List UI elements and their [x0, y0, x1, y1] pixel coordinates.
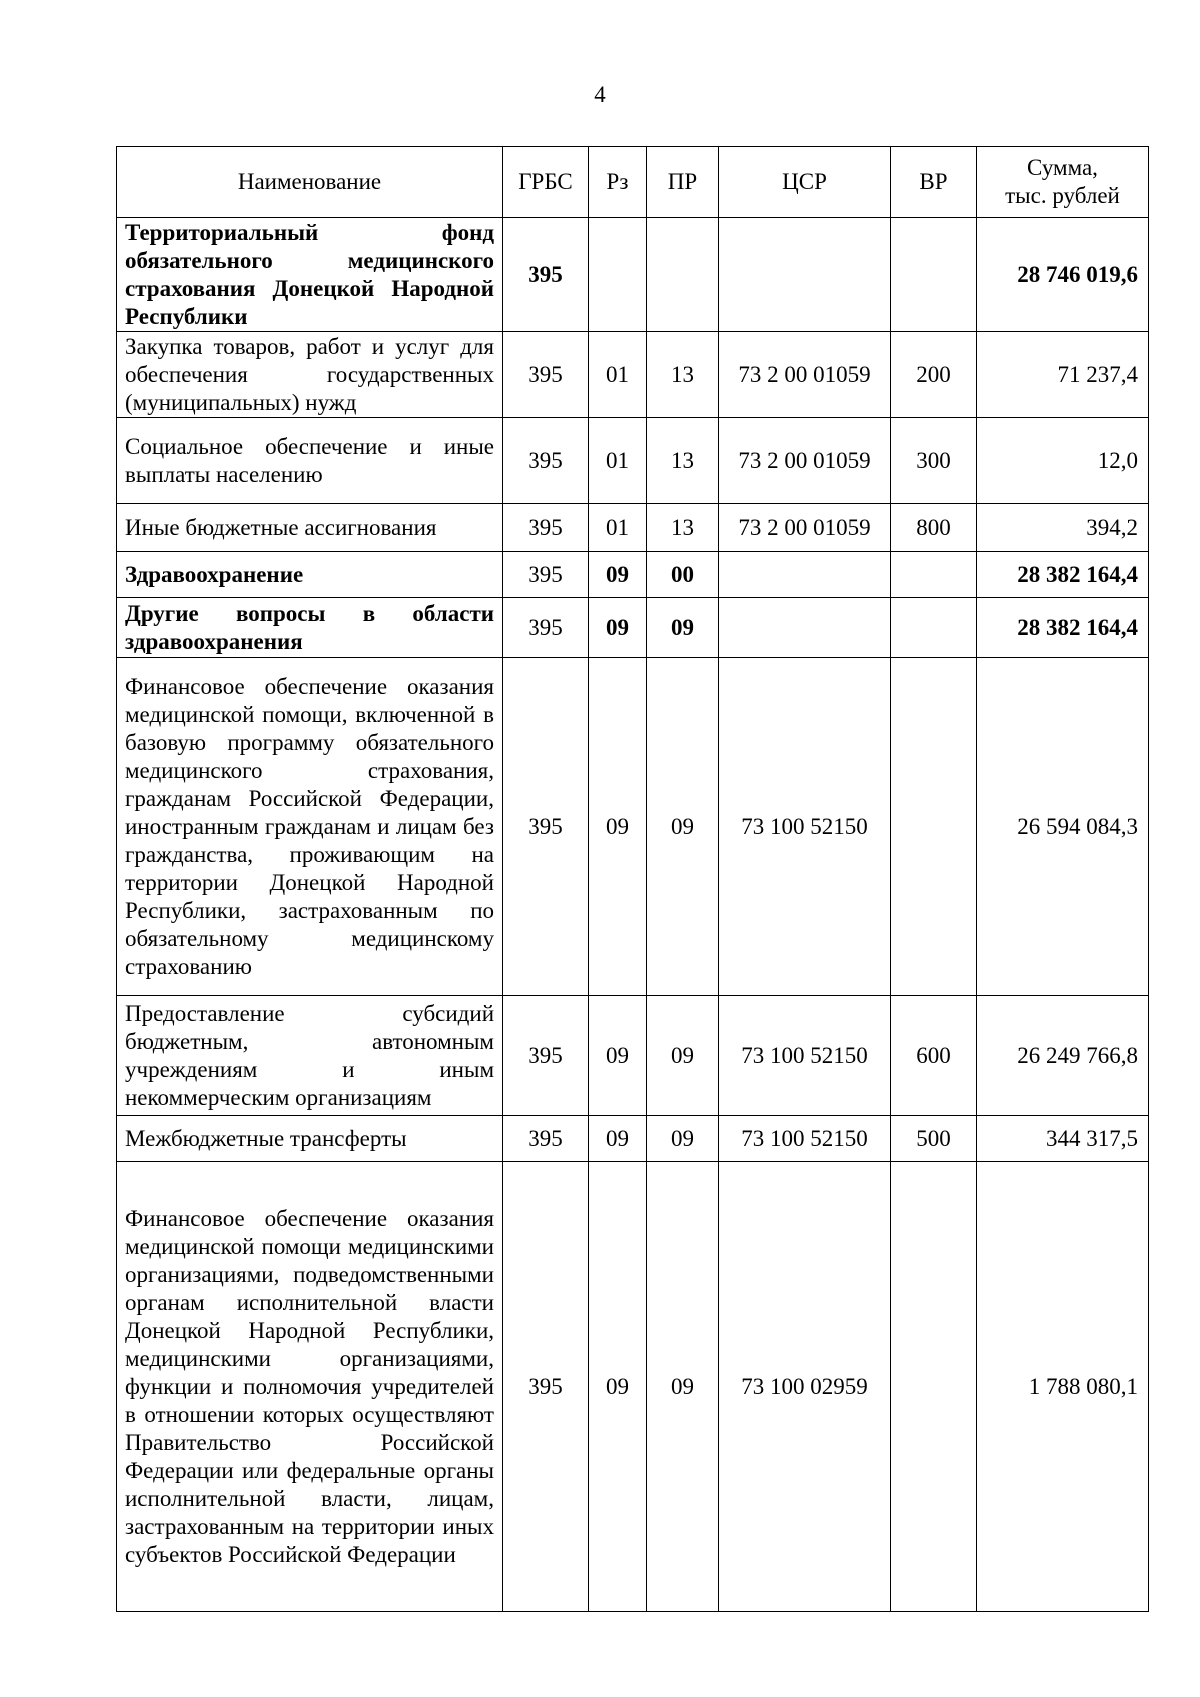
row-grbs: 395: [503, 598, 589, 658]
row-pr: 09: [647, 996, 719, 1116]
row-pr: 13: [647, 504, 719, 552]
row-sum: 26 249 766,8: [977, 996, 1149, 1116]
row-name: Финансовое обеспечение оказания медицинской помощи медицинскими организациями, подведомственными органам исполнительной власти Донецкой Народной Республики, медицинскими организациями, функции и полномочия учредителей в отношении которых осуществляют Правительство Российской Федерации или федеральные органы исполнительной власти, лицам, застрахованным на территории иных субъектов Российской Федерации: [117, 1162, 503, 1612]
table-row: [117, 996, 1149, 1116]
row-rz: 09: [589, 1116, 647, 1162]
row-vr: [891, 658, 977, 996]
row-grbs: 395: [503, 332, 589, 418]
row-csr: 73 2 00 01059: [719, 418, 891, 504]
row-pr: [647, 218, 719, 332]
row-grbs: 395: [503, 418, 589, 504]
row-vr: 200: [891, 332, 977, 418]
row-name: Межбюджетные трансферты: [117, 1116, 503, 1162]
row-sum: 12,0: [977, 418, 1149, 504]
row-name: Иные бюджетные ассигнования: [117, 504, 503, 552]
table-row: [117, 598, 1149, 658]
row-csr: 73 2 00 01059: [719, 332, 891, 418]
header-csr: ЦСР: [719, 147, 891, 218]
row-pr: 09: [647, 658, 719, 996]
row-pr: 13: [647, 418, 719, 504]
header-name: Наименование: [117, 147, 503, 218]
row-grbs: 395: [503, 552, 589, 598]
row-rz: 09: [589, 1162, 647, 1612]
row-sum: 28 382 164,4: [977, 552, 1149, 598]
row-vr: [891, 598, 977, 658]
row-grbs: 395: [503, 1162, 589, 1612]
row-sum: 71 237,4: [977, 332, 1149, 418]
row-pr: 13: [647, 332, 719, 418]
page-number: 4: [594, 82, 606, 107]
row-grbs: 395: [503, 658, 589, 996]
table-row: [117, 332, 1149, 418]
row-name: Здравоохранение: [117, 552, 503, 598]
row-pr: 09: [647, 1116, 719, 1162]
row-vr: 300: [891, 418, 977, 504]
row-csr: 73 2 00 01059: [719, 504, 891, 552]
row-grbs: 395: [503, 504, 589, 552]
row-csr: 73 100 02959: [719, 1162, 891, 1612]
row-name: Финансовое обеспечение оказания медицинской помощи, включенной в базовую программу обязательного медицинского страхования, гражданам Российской Федерации, иностранным гражданам и лицам без гражданства, проживающим на территории Донецкой Народной Республики, застрахованным по обязательному медицинскому страхованию: [117, 658, 503, 996]
row-pr: 00: [647, 552, 719, 598]
row-rz: [589, 218, 647, 332]
table-row: [117, 1162, 1149, 1612]
table-row: [117, 504, 1149, 552]
row-rz: 09: [589, 658, 647, 996]
row-vr: 600: [891, 996, 977, 1116]
table-row: [117, 218, 1149, 332]
row-name: Социальное обеспечение и иные выплаты населению: [117, 418, 503, 504]
row-rz: 09: [589, 598, 647, 658]
row-pr: 09: [647, 1162, 719, 1612]
row-name: Закупка товаров, работ и услуг для обеспечения государственных (муниципальных) нужд: [117, 332, 503, 418]
row-grbs: 395: [503, 996, 589, 1116]
row-csr: [719, 598, 891, 658]
row-name: Предоставление субсидий бюджетным, автономным учреждениям и иным некоммерческим организациям: [117, 996, 503, 1116]
header-rz: Рз: [589, 147, 647, 218]
header-grbs: ГРБС: [503, 147, 589, 218]
row-csr: [719, 552, 891, 598]
row-vr: [891, 552, 977, 598]
row-grbs: 395: [503, 218, 589, 332]
row-grbs: 395: [503, 1116, 589, 1162]
row-sum: 28 746 019,6: [977, 218, 1149, 332]
row-vr: [891, 1162, 977, 1612]
table-row: [117, 1116, 1149, 1162]
row-rz: 01: [589, 418, 647, 504]
row-rz: 01: [589, 332, 647, 418]
row-pr: 09: [647, 598, 719, 658]
budget-table: [116, 146, 1149, 1612]
row-sum: 394,2: [977, 504, 1149, 552]
row-vr: 500: [891, 1116, 977, 1162]
row-sum: 344 317,5: [977, 1116, 1149, 1162]
row-sum: 26 594 084,3: [977, 658, 1149, 996]
row-rz: 09: [589, 996, 647, 1116]
row-csr: [719, 218, 891, 332]
table-row: [117, 552, 1149, 598]
row-rz: 09: [589, 552, 647, 598]
row-vr: [891, 218, 977, 332]
header-sum: Сумма, тыс. рублей: [977, 147, 1149, 218]
table-row: [117, 658, 1149, 996]
table-header-row: [117, 147, 1149, 218]
row-sum: 1 788 080,1: [977, 1162, 1149, 1612]
row-name: Территориальный фонд обязательного медицинского страхования Донецкой Народной Республики: [117, 218, 503, 332]
table-row: [117, 418, 1149, 504]
header-pr: ПР: [647, 147, 719, 218]
row-csr: 73 100 52150: [719, 658, 891, 996]
header-vr: ВР: [891, 147, 977, 218]
row-rz: 01: [589, 504, 647, 552]
row-name: Другие вопросы в области здравоохранения: [117, 598, 503, 658]
row-vr: 800: [891, 504, 977, 552]
row-csr: 73 100 52150: [719, 996, 891, 1116]
row-csr: 73 100 52150: [719, 1116, 891, 1162]
row-sum: 28 382 164,4: [977, 598, 1149, 658]
